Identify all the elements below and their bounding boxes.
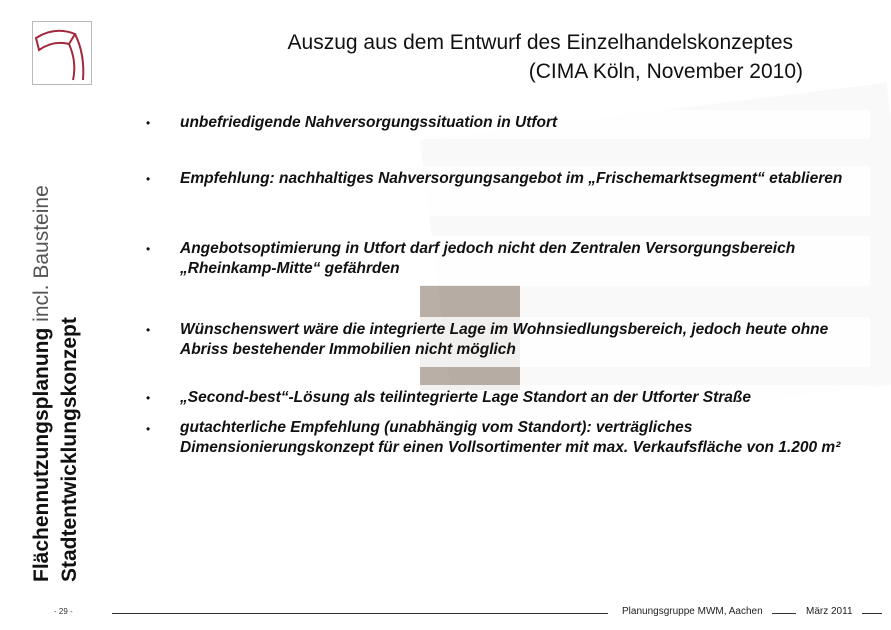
title-line-2: (CIMA Köln, November 2010) [528,60,803,83]
title-line-1: Auszug aus dem Entwurf des Einzelhandelskonzeptes [287,31,793,54]
footer-firm: Planungsgruppe MWM, Aachen [622,606,763,617]
footer-divider [862,613,882,614]
bullet-item: • unbefriedigende Nahversorgungssituation in Utfort [137,110,870,139]
bullet-symbol: • [146,242,151,256]
sidebar-line-2: Stadtentwicklungskonzept [58,317,81,582]
bullet-symbol: • [146,323,151,337]
footer-date: März 2011 [806,606,853,617]
bullet-symbol: • [146,172,151,186]
page-number: - 29 - [54,607,73,616]
bullet-symbol: • [146,391,151,405]
bullet-item: • „Second-best“-Lösung als teilintegrierte Lage Standort an der Utforter Straße [137,385,870,415]
bullet-item: • gutachterliche Empfehlung (unabhängig vom Standort): verträgliches Dimensionierungskonzept für einen Vollsortimenter mit max. Verkaufsfläche von 1.200 m² [137,414,870,510]
sidebar-line-1: Flächennutzungsplanung incl. Bausteine [30,185,53,582]
bullet-item: • Empfehlung: nachhaltiges Nahversorgungsangebot im „Frischemarktsegment“ etablieren [137,166,870,216]
footer-divider [772,613,796,614]
bullet-item: • Wünschenswert wäre die integrierte Lage im Wohnsiedlungsbereich, jedoch heute ohne Abriss bestehender Immobilien nicht möglich [137,317,870,367]
bullet-item: • Angebotsoptimierung in Utfort darf jedoch nicht den Zentralen Versorgungsbereich „Rheinkamp-Mitte“ gefährden [137,236,870,286]
bullet-symbol: • [146,422,151,436]
footer-divider [112,613,608,614]
bullet-symbol: • [146,116,151,130]
